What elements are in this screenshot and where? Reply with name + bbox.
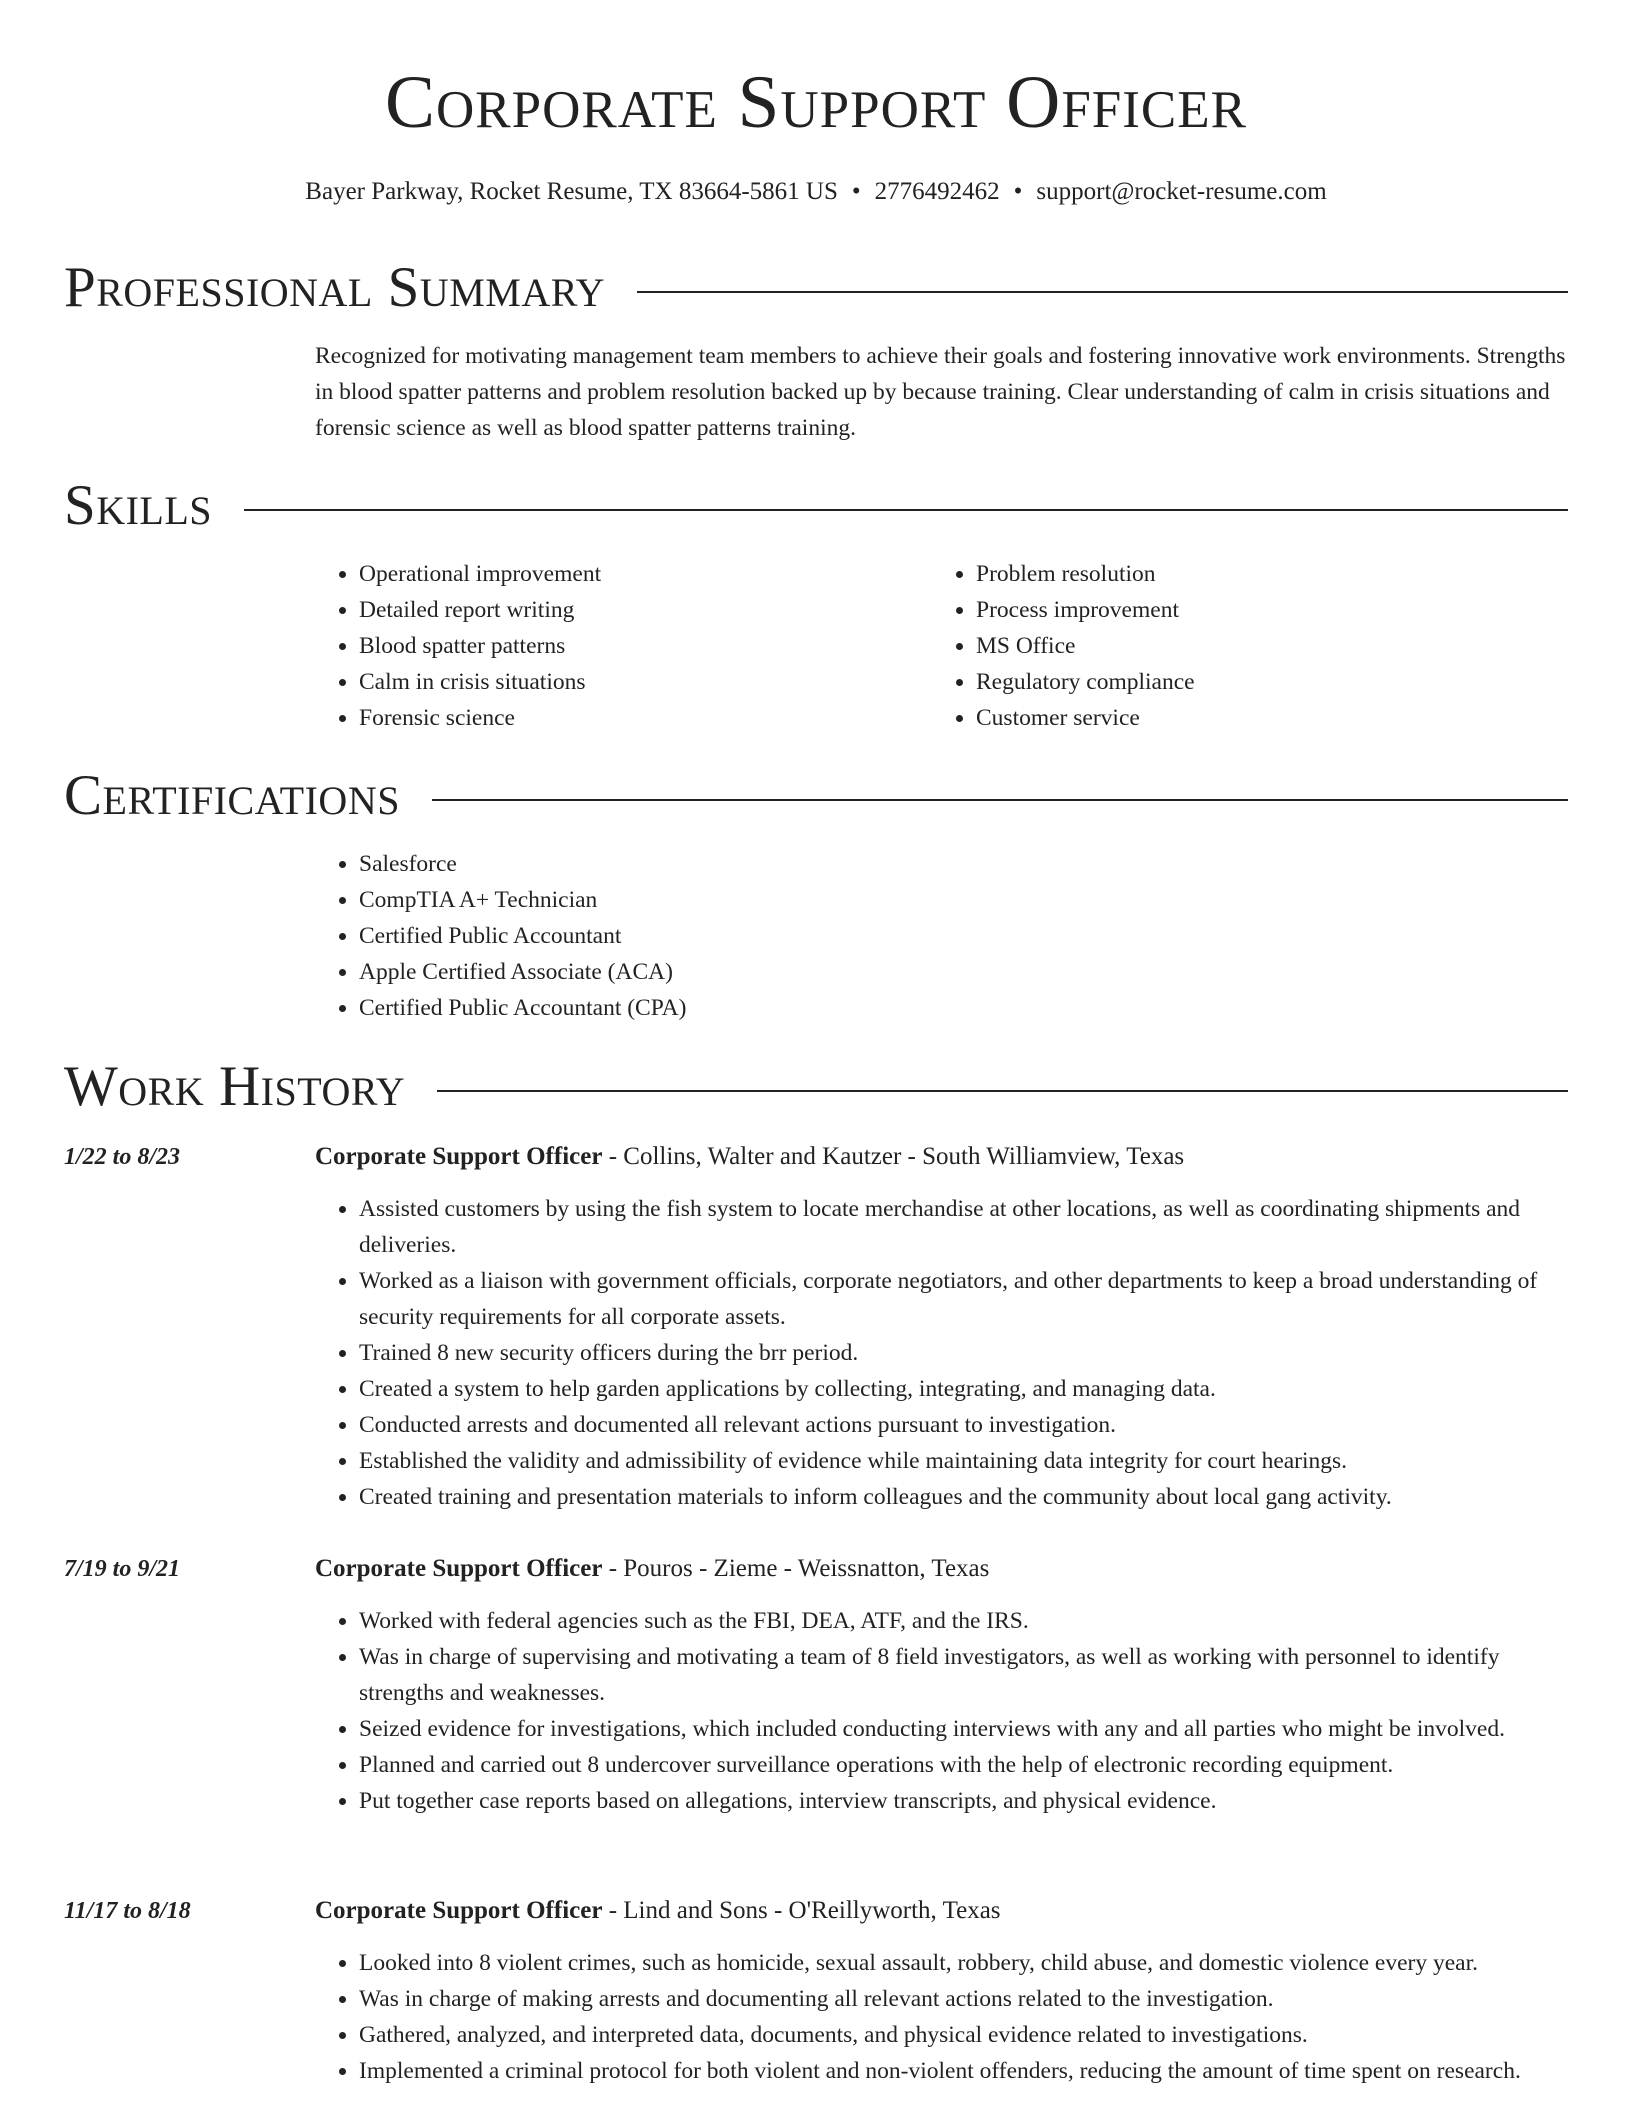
job-bullet: • Worked as a liaison with government officials, corporate negotiators, and other departments to keep a broad understanding of security requirements for all corporate assets. bbox=[359, 1263, 1568, 1335]
certifications-heading: Certifications bbox=[64, 764, 400, 827]
certification-item: • Certified Public Accountant (CPA) bbox=[359, 990, 1568, 1026]
skills-column-left bbox=[315, 556, 932, 736]
skills-section-heading bbox=[64, 471, 1568, 541]
skills-list bbox=[315, 556, 1568, 736]
job-bullet: • Trained 8 new security officers during the brr period. bbox=[359, 1335, 1568, 1371]
job-bullet: • Gathered, analyzed, and interpreted data, documents, and physical evidence related to investigations. bbox=[359, 2017, 1568, 2053]
skill-item: • Customer service bbox=[976, 700, 1549, 736]
skill-item: • Operational improvement bbox=[359, 556, 932, 592]
section-divider bbox=[637, 291, 1568, 293]
email-text: support@rocket-resume.com bbox=[1036, 178, 1327, 205]
address-text: Bayer Parkway, Rocket Resume, TX 83664-5861 US bbox=[305, 178, 838, 205]
job-employer-location: - Pouros - Zieme - Weissnatton, Texas bbox=[602, 1555, 990, 1582]
job-bullet: • Was in charge of supervising and motivating a team of 8 field investigators, as well as working with personnel to identify strengths and weaknesses. bbox=[359, 1639, 1568, 1711]
certifications-section-heading bbox=[64, 761, 1568, 831]
job-bullets bbox=[315, 1191, 1568, 1515]
job-dates: 7/19 to 9/21 bbox=[64, 1556, 181, 1582]
summary-heading: Professional Summary bbox=[64, 256, 606, 319]
job-bullet: • Assisted customers by using the fish system to locate merchandise at other locations, as well as coordinating shipments and deliveries. bbox=[359, 1191, 1568, 1263]
skill-item: • MS Office bbox=[976, 628, 1549, 664]
certification-item: • CompTIA A+ Technician bbox=[359, 882, 1568, 918]
skills-heading: Skills bbox=[64, 474, 213, 537]
job-title: Corporate Support Officer bbox=[315, 1143, 603, 1170]
job-title-line bbox=[315, 1139, 1568, 1175]
certifications-list bbox=[315, 846, 1568, 1026]
job-bullet: • Planned and carried out 8 undercover surveillance operations with the help of electronic recording equipment. bbox=[359, 1747, 1568, 1783]
work-heading: Work History bbox=[64, 1055, 406, 1118]
certification-item: • Apple Certified Associate (ACA) bbox=[359, 954, 1568, 990]
certification-item: • Salesforce bbox=[359, 846, 1568, 882]
skill-item: • Calm in crisis situations bbox=[359, 664, 932, 700]
section-divider bbox=[432, 799, 1568, 801]
summary-paragraph: Recognized for motivating management team members to achieve their goals and fostering innovative work environments. Strengths in blood spatter patterns and problem resolution backed up by because training. Clear understanding of calm in crisis situations and forensic science as well as blood spatter patterns training. bbox=[315, 343, 1566, 441]
job-employer-location: - Collins, Walter and Kautzer - South Williamview, Texas bbox=[602, 1143, 1185, 1170]
job-title-line bbox=[315, 1893, 1568, 1929]
section-divider bbox=[244, 509, 1568, 511]
job-bullet: • Established the validity and admissibility of evidence while maintaining data integrity for court hearings. bbox=[359, 1443, 1568, 1479]
job-bullets bbox=[315, 1603, 1568, 1819]
skill-item: • Forensic science bbox=[359, 700, 932, 736]
job-bullet: • Seized evidence for investigations, which included conducting interviews with any and all parties who might be involved. bbox=[359, 1711, 1568, 1747]
contact-line bbox=[0, 174, 1632, 210]
job-bullet: • Implemented a criminal protocol for both violent and non-violent offenders, reducing the amount of time spent on research. bbox=[359, 2053, 1568, 2089]
certification-item: • Certified Public Accountant bbox=[359, 918, 1568, 954]
job-bullet: • Looked into 8 violent crimes, such as homicide, sexual assault, robbery, child abuse, and domestic violence every year. bbox=[359, 1945, 1568, 1981]
job-dates: 11/17 to 8/18 bbox=[64, 1898, 191, 1924]
job-bullet: • Created a system to help garden applications by collecting, integrating, and managing data. bbox=[359, 1371, 1568, 1407]
candidate-name: Corporate Support Officer bbox=[385, 61, 1247, 144]
separator-dot: • bbox=[1013, 178, 1023, 205]
job-title-line bbox=[315, 1551, 1568, 1587]
job-bullet: • Conducted arrests and documented all relevant actions pursuant to investigation. bbox=[359, 1407, 1568, 1443]
job-employer-location: - Lind and Sons - O'Reillyworth, Texas bbox=[602, 1897, 1001, 1924]
summary-section-heading bbox=[64, 253, 1568, 323]
skill-item: • Detailed report writing bbox=[359, 592, 932, 628]
job-bullets bbox=[315, 1945, 1568, 2089]
skill-item: • Process improvement bbox=[976, 592, 1549, 628]
job-title: Corporate Support Officer bbox=[315, 1555, 603, 1582]
separator-dot: • bbox=[851, 178, 861, 205]
work-section-heading bbox=[64, 1052, 1568, 1122]
job-bullet: • Put together case reports based on allegations, interview transcripts, and physical evidence. bbox=[359, 1783, 1568, 1819]
job-bullet: • Was in charge of making arrests and documenting all relevant actions related to the investigation. bbox=[359, 1981, 1568, 2017]
job-title: Corporate Support Officer bbox=[315, 1897, 603, 1924]
job-dates: 1/22 to 8/23 bbox=[64, 1144, 181, 1170]
skill-item: • Blood spatter patterns bbox=[359, 628, 932, 664]
job-bullet: • Created training and presentation materials to inform colleagues and the community about local gang activity. bbox=[359, 1479, 1568, 1515]
section-divider bbox=[437, 1090, 1568, 1092]
job-bullet: • Worked with federal agencies such as the FBI, DEA, ATF, and the IRS. bbox=[359, 1603, 1568, 1639]
skill-item: • Problem resolution bbox=[976, 556, 1549, 592]
skill-item: • Regulatory compliance bbox=[976, 664, 1549, 700]
skills-column-right bbox=[932, 556, 1549, 736]
phone-text: 2776492462 bbox=[874, 178, 1000, 205]
